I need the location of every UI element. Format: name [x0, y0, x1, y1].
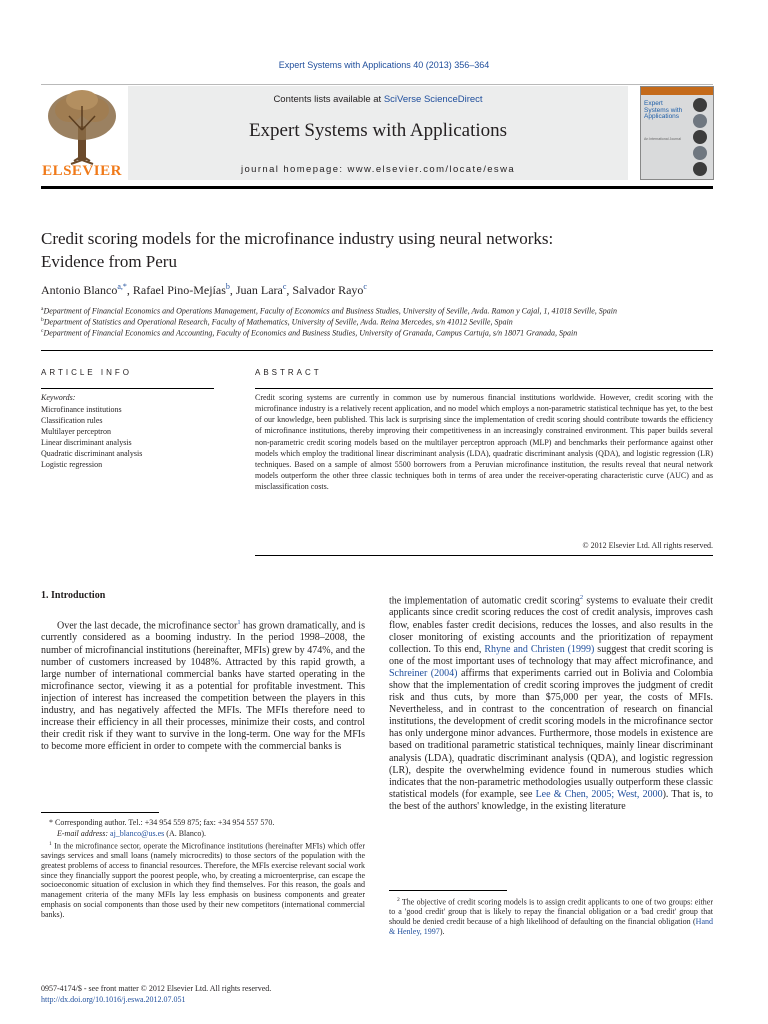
- keyword-item: Classification rules: [41, 416, 103, 425]
- footnote-email: [41, 829, 365, 839]
- journal-homepage: [128, 164, 628, 175]
- author-affiliation-mark[interactable]: a,*: [117, 282, 127, 291]
- affiliation-mark: b: [41, 317, 44, 323]
- sciencedirect-link[interactable]: SciVerse ScienceDirect: [383, 94, 483, 105]
- author-name[interactable]: Juan Lara: [235, 283, 283, 297]
- footnote-rule-right: [389, 890, 507, 891]
- affiliation-a: [41, 306, 721, 316]
- footnote-text: The objective of credit scoring models is to assign credit applicants to one of two groups: either to a 'good credit' group that is likely to repay the financial obligation or a 'bad credit' group that should be denied credit because of a high likelihood of defaulting on the financial obligation (: [389, 897, 713, 927]
- citation-link[interactable]: Rhyne and Christen (1999): [484, 643, 595, 655]
- citation-link[interactable]: Hand & Henley, 1997: [389, 917, 713, 936]
- cover-graphics: [687, 95, 713, 179]
- footnote-rule-left: [41, 812, 159, 813]
- issn-line: 0957-4174/$ - see front matter © 2012 Elsevier Ltd. All rights reserved.: [41, 984, 272, 993]
- text-run: ). That is, to the best of the authors' knowledge, in the existing literature: [389, 788, 713, 812]
- abstract-heading: ABSTRACT: [255, 368, 322, 377]
- footnote-mark: 1: [49, 841, 52, 847]
- paper-title: [41, 227, 713, 273]
- doi-link[interactable]: http://dx.doi.org/10.1016/j.eswa.2012.07.051: [41, 995, 186, 1004]
- keyword-item: Logistic regression: [41, 460, 103, 469]
- abstract-bottom-rule: [255, 555, 713, 556]
- journal-cover-thumbnail[interactable]: [640, 86, 714, 180]
- email-label: E-mail address:: [57, 829, 111, 838]
- header-divider: [41, 84, 713, 85]
- contents-line: [128, 94, 628, 105]
- footnote-text: ).: [439, 926, 445, 936]
- email-link[interactable]: aj_blanco@us.es: [110, 829, 165, 838]
- abstract-rule: [255, 388, 713, 389]
- text-run: has grown dramatically, and is currently considered as a booming industry. In the period 1998–2008, the number of microfinancial institutions (hereinafter, MFIs) grew by 474%, and the number of customers increased by 1048%. Attracted by this rapid growth, a large number of international commercial banks have started operating in the microfinance sector, viewing it as a potential for profitable investment. This injection of interest has increased the competition between the players in this industry, and has negatively affected the MFIs. The MFIs therefore need to increase their efficiency in all their processes, minimize their costs, and control their credit risk if they want to survive in the long-term. One way for the MFIs to become more efficient in order to compete with the commercial banks is: [41, 620, 365, 753]
- homepage-prefix: journal homepage:: [240, 164, 348, 175]
- keyword-item: Linear discriminant analysis: [41, 438, 132, 447]
- keyword-item: Multilayer perceptron: [41, 427, 111, 436]
- author-separator: ,: [286, 283, 293, 297]
- text-run: Over the last decade, the microfinance sector: [57, 620, 238, 632]
- footnote-1: [41, 840, 365, 919]
- section-heading-introduction: 1. Introduction: [41, 590, 106, 601]
- intro-paragraph-right: [389, 592, 713, 813]
- author-separator: ,: [229, 283, 236, 297]
- text-run: the implementation of automatic credit scoring: [389, 595, 580, 607]
- affiliation-text: Department of Financial Economics and Accounting, Faculty of Economics and Business Studies, University of Granada, Campus Cartuja, s/n 18071 Granada, Spain: [43, 328, 578, 338]
- header-thick-rule: [41, 186, 713, 189]
- affiliation-text: Department of Financial Economics and Operations Management, Faculty of Economics and Business Studies, University of Seville, Avda. Ramon y Cajal, 1, 41018 Seville, Spain: [43, 306, 617, 316]
- footnote-ref-2[interactable]: 2: [579, 594, 584, 601]
- affiliation-text: Department of Statistics and Operational Research, Faculty of Mathematics, University of Seville, Avda. Reina Mercedes, s/n 41012 Seville, Spain: [43, 317, 513, 327]
- contents-prefix: Contents lists available at: [273, 94, 384, 105]
- affiliation-b: [41, 317, 721, 327]
- text-run: suggest that credit scoring is one of the most important uses of technology that may affect microfinance, and: [389, 643, 713, 667]
- journal-title: Expert Systems with Applications: [248, 120, 508, 141]
- footnote-corresponding: [41, 818, 365, 828]
- footnote-text: Corresponding author. Tel.: +34 954 559 875; fax: +34 954 557 570.: [53, 818, 275, 827]
- affiliation-divider: [41, 350, 713, 351]
- author-name[interactable]: Salvador Rayo: [292, 283, 364, 297]
- author-list: [41, 282, 713, 298]
- author-name[interactable]: Rafael Pino-Mejías: [132, 283, 226, 297]
- cover-title: Expert Systems with Applications: [644, 100, 683, 120]
- affiliation-c: [41, 328, 721, 338]
- citation-link[interactable]: Schreiner (2004): [389, 667, 458, 679]
- keywords-heading: Keywords:: [41, 393, 76, 402]
- citation-link[interactable]: Lee & Chen, 2005; West, 2000: [535, 788, 663, 800]
- intro-paragraph-left: [41, 617, 365, 753]
- abstract-copyright: © 2012 Elsevier Ltd. All rights reserved.: [582, 541, 713, 550]
- footnote-ref-1[interactable]: 1: [237, 619, 241, 626]
- article-info-heading: ARTICLE INFO: [41, 368, 132, 377]
- paper-title-line1: Credit scoring models for the microfinance industry using neural networks:: [41, 229, 554, 248]
- elsevier-wordmark: ELSEVIER: [42, 163, 122, 179]
- text-run: systems to evaluate their credit applicants since credit scoring reduces the cost of credit analysis, improves cash flow, enables faster credit decisions, reduces the losses, and also results in the closer monitoring of existing accounts and the prioritization of repayment collection. To this end,: [389, 595, 713, 655]
- author-affiliation-mark[interactable]: c: [363, 282, 367, 291]
- keyword-item: Microfinance institutions: [41, 405, 122, 414]
- footnote-mark: *: [49, 818, 53, 827]
- cover-subtitle: An International Journal: [644, 137, 681, 141]
- footnote-text: (A. Blanco).: [164, 829, 207, 838]
- keyword-item: Quadratic discriminant analysis: [41, 449, 143, 458]
- article-info-rule: [41, 388, 214, 389]
- abstract-text: Credit scoring systems are currently in common use by numerous financial institutions worldwide. However, credit scoring with the microfinance industry is a relatively recent application, and no model which employs a non-parametric statistical technique has yet, to the best of our knowledge, been published. This lack is surprising since the implementation of credit scoring should contribute towards the efficiency of microfinance institutions, thereby improving their competitiveness in an increasingly constrained environment. This paper builds several non-parametric credit scoring models based on the multilayer perceptron approach (MLP) and benchmarks their performance against other models which employ the traditional linear discriminant analysis (LDA), quadratic discriminant analysis (QDA), and logistic regression (LR) techniques. Based on a sample of almost 5500 borrowers from a Peruvian microfinance institution, the results reveal that neural network models outperform the other three classic techniques both in terms of area under the receiver-operating characteristic curve (AUC) and as misclassification costs.: [255, 393, 713, 492]
- author-name[interactable]: Antonio Blanco: [41, 283, 118, 297]
- author-separator: ,: [126, 283, 133, 297]
- affiliation-mark: a: [41, 306, 44, 312]
- author-affiliation-mark[interactable]: c: [282, 282, 287, 291]
- homepage-url[interactable]: www.elsevier.com/locate/eswa: [347, 164, 516, 175]
- journal-citation-link[interactable]: Expert Systems with Applications 40 (2013) 356–364: [278, 60, 490, 70]
- cover-top-band: [641, 87, 714, 95]
- paper-title-line2: Evidence from Peru: [41, 252, 177, 271]
- footnote-text: In the microfinance sector, operate the Microfinance institutions (hereinafter MFIs) which offer savings services and small loans (namely microcredits) to those sectors of the population with the greatest problems of access to financial resources. Therefore, the MFIs exercise relevant social work since they financially support the poorest people, who, by creating a microenterprise, can escape the socioeconomic situation of exclusion in which they find themselves. For this reason, the goals and management criteria of the many MFIs lay less emphasis on business components and greater emphasis on social components than those used by their new competitors (international commercial banks).: [41, 841, 365, 919]
- footnote-mark: 2: [397, 897, 400, 903]
- author-affiliation-mark[interactable]: b: [225, 282, 230, 291]
- text-run: affirms that experiments carried out in Bolivia and Colombia show that the implementation of credit scoring improves the judgment of credit risk and thus cuts, by more than $75,000 per year, the costs of MFIs. Nevertheless, and in contrast to the concentration of research on financial institutions, the development of credit scoring models in the microfinance sector has only undergone minor advances. Furthermore, those models in existence are based on traditional parametric statistical techniques, mainly linear discriminant analysis (LDA), quadratic discriminant analysis (QDA), and logistic regression (LR), despite the overwhelming evidence found in numerous studies which indicates that the non-parametric methodologies usually outperform these classic statistical models (for example, see: [389, 667, 713, 800]
- footnote-2: [389, 896, 713, 936]
- affiliation-mark: c: [41, 328, 44, 334]
